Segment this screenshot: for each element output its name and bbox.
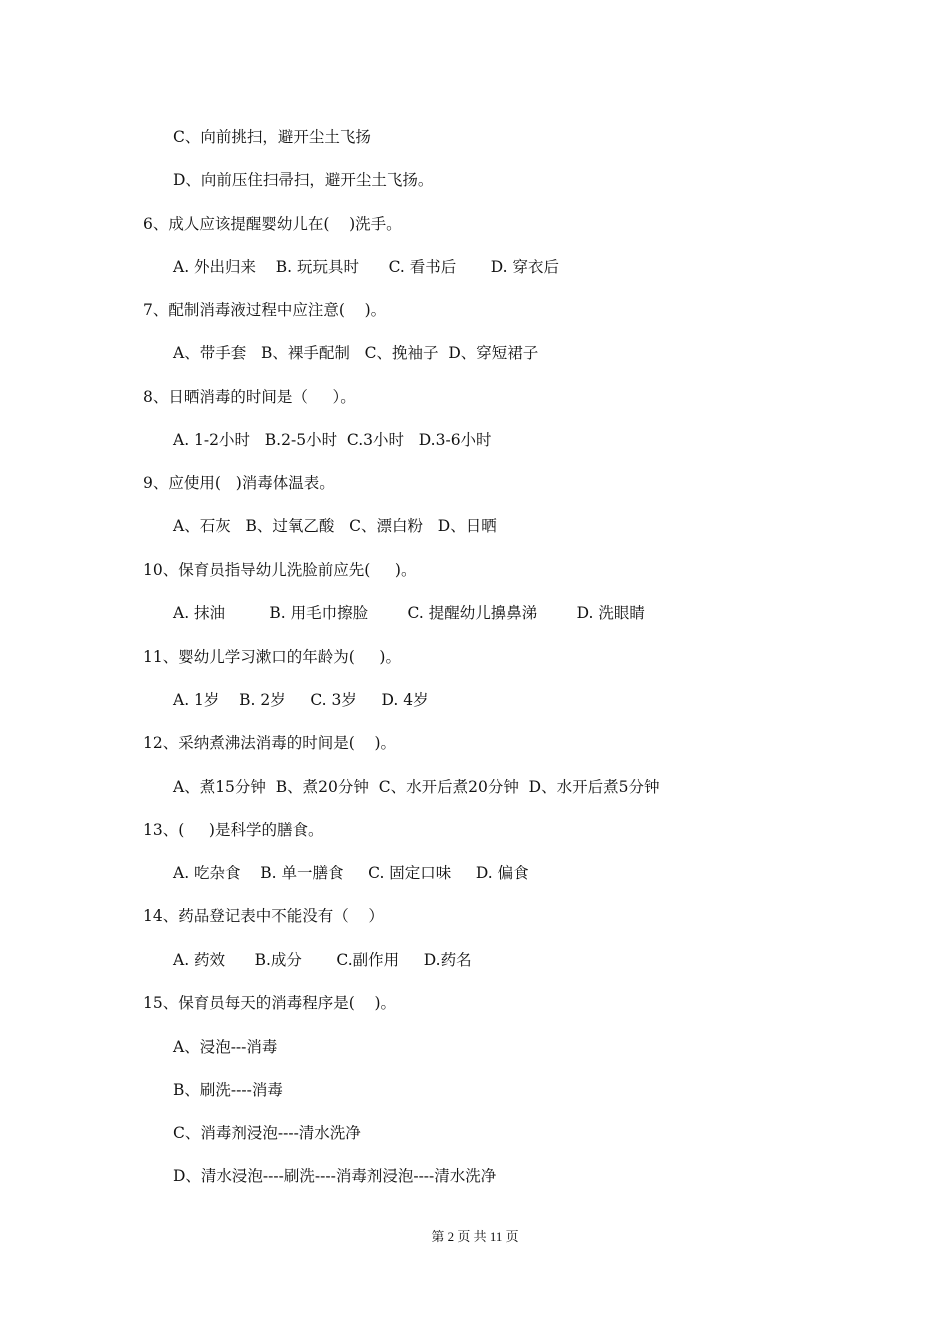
question-14: 14、药品登记表中不能没有（ ）	[143, 907, 384, 925]
question-11: 11、婴幼儿学习漱口的年龄为( )。	[143, 648, 401, 666]
options-q7: A、带手套 B、裸手配制 C、挽袖子 D、穿短裙子	[173, 344, 539, 362]
option-d-q5: D、向前压住扫帚扫，避开尘土飞扬。	[173, 171, 434, 189]
option-c-q5: C、向前挑扫，避开尘土飞扬	[173, 128, 371, 146]
question-9: 9、应使用( )消毒体温表。	[143, 474, 335, 492]
option-c-q15: C、消毒剂浸泡----清水洗净	[173, 1124, 361, 1142]
options-q13: A. 吃杂食 B. 单一膳食 C. 固定口味 D. 偏食	[173, 864, 529, 882]
question-10: 10、保育员指导幼儿洗脸前应先( )。	[143, 561, 417, 579]
options-q6: A. 外出归来 B. 玩玩具时 C. 看书后 D. 穿衣后	[173, 258, 559, 276]
question-13: 13、( )是科学的膳食。	[143, 821, 324, 839]
options-q11: A. 1岁 B. 2岁 C. 3岁 D. 4岁	[173, 691, 429, 709]
options-q12: A、煮15分钟 B、煮20分钟 C、水开后煮20分钟 D、水开后煮5分钟	[173, 778, 660, 796]
option-a-q15: A、浸泡---消毒	[173, 1038, 278, 1056]
options-q9: A、石灰 B、过氧乙酸 C、漂白粉 D、日晒	[173, 517, 497, 535]
question-12: 12、采纳煮沸法消毒的时间是( )。	[143, 734, 397, 752]
options-q14: A. 药效 B.成分 C.副作用 D.药名	[173, 951, 472, 969]
option-b-q15: B、刷洗----消毒	[173, 1081, 283, 1099]
question-7: 7、配制消毒液过程中应注意( )。	[143, 301, 387, 319]
question-8: 8、日晒消毒的时间是（ ）。	[143, 388, 356, 406]
options-q10: A. 抹油 B. 用毛巾擦脸 C. 提醒幼儿擤鼻涕 D. 洗眼睛	[173, 604, 645, 622]
options-q8: A. 1-2小时 B.2-5小时 C.3小时 D.3-6小时	[173, 431, 492, 449]
question-6: 6、成人应该提醒婴幼儿在( )洗手。	[143, 215, 402, 233]
question-15: 15、保育员每天的消毒程序是( )。	[143, 994, 397, 1012]
option-d-q15: D、清水浸泡----刷洗----消毒剂浸泡----清水洗净	[173, 1167, 497, 1185]
page-footer: 第 2 页 共 11 页	[431, 1229, 519, 1244]
